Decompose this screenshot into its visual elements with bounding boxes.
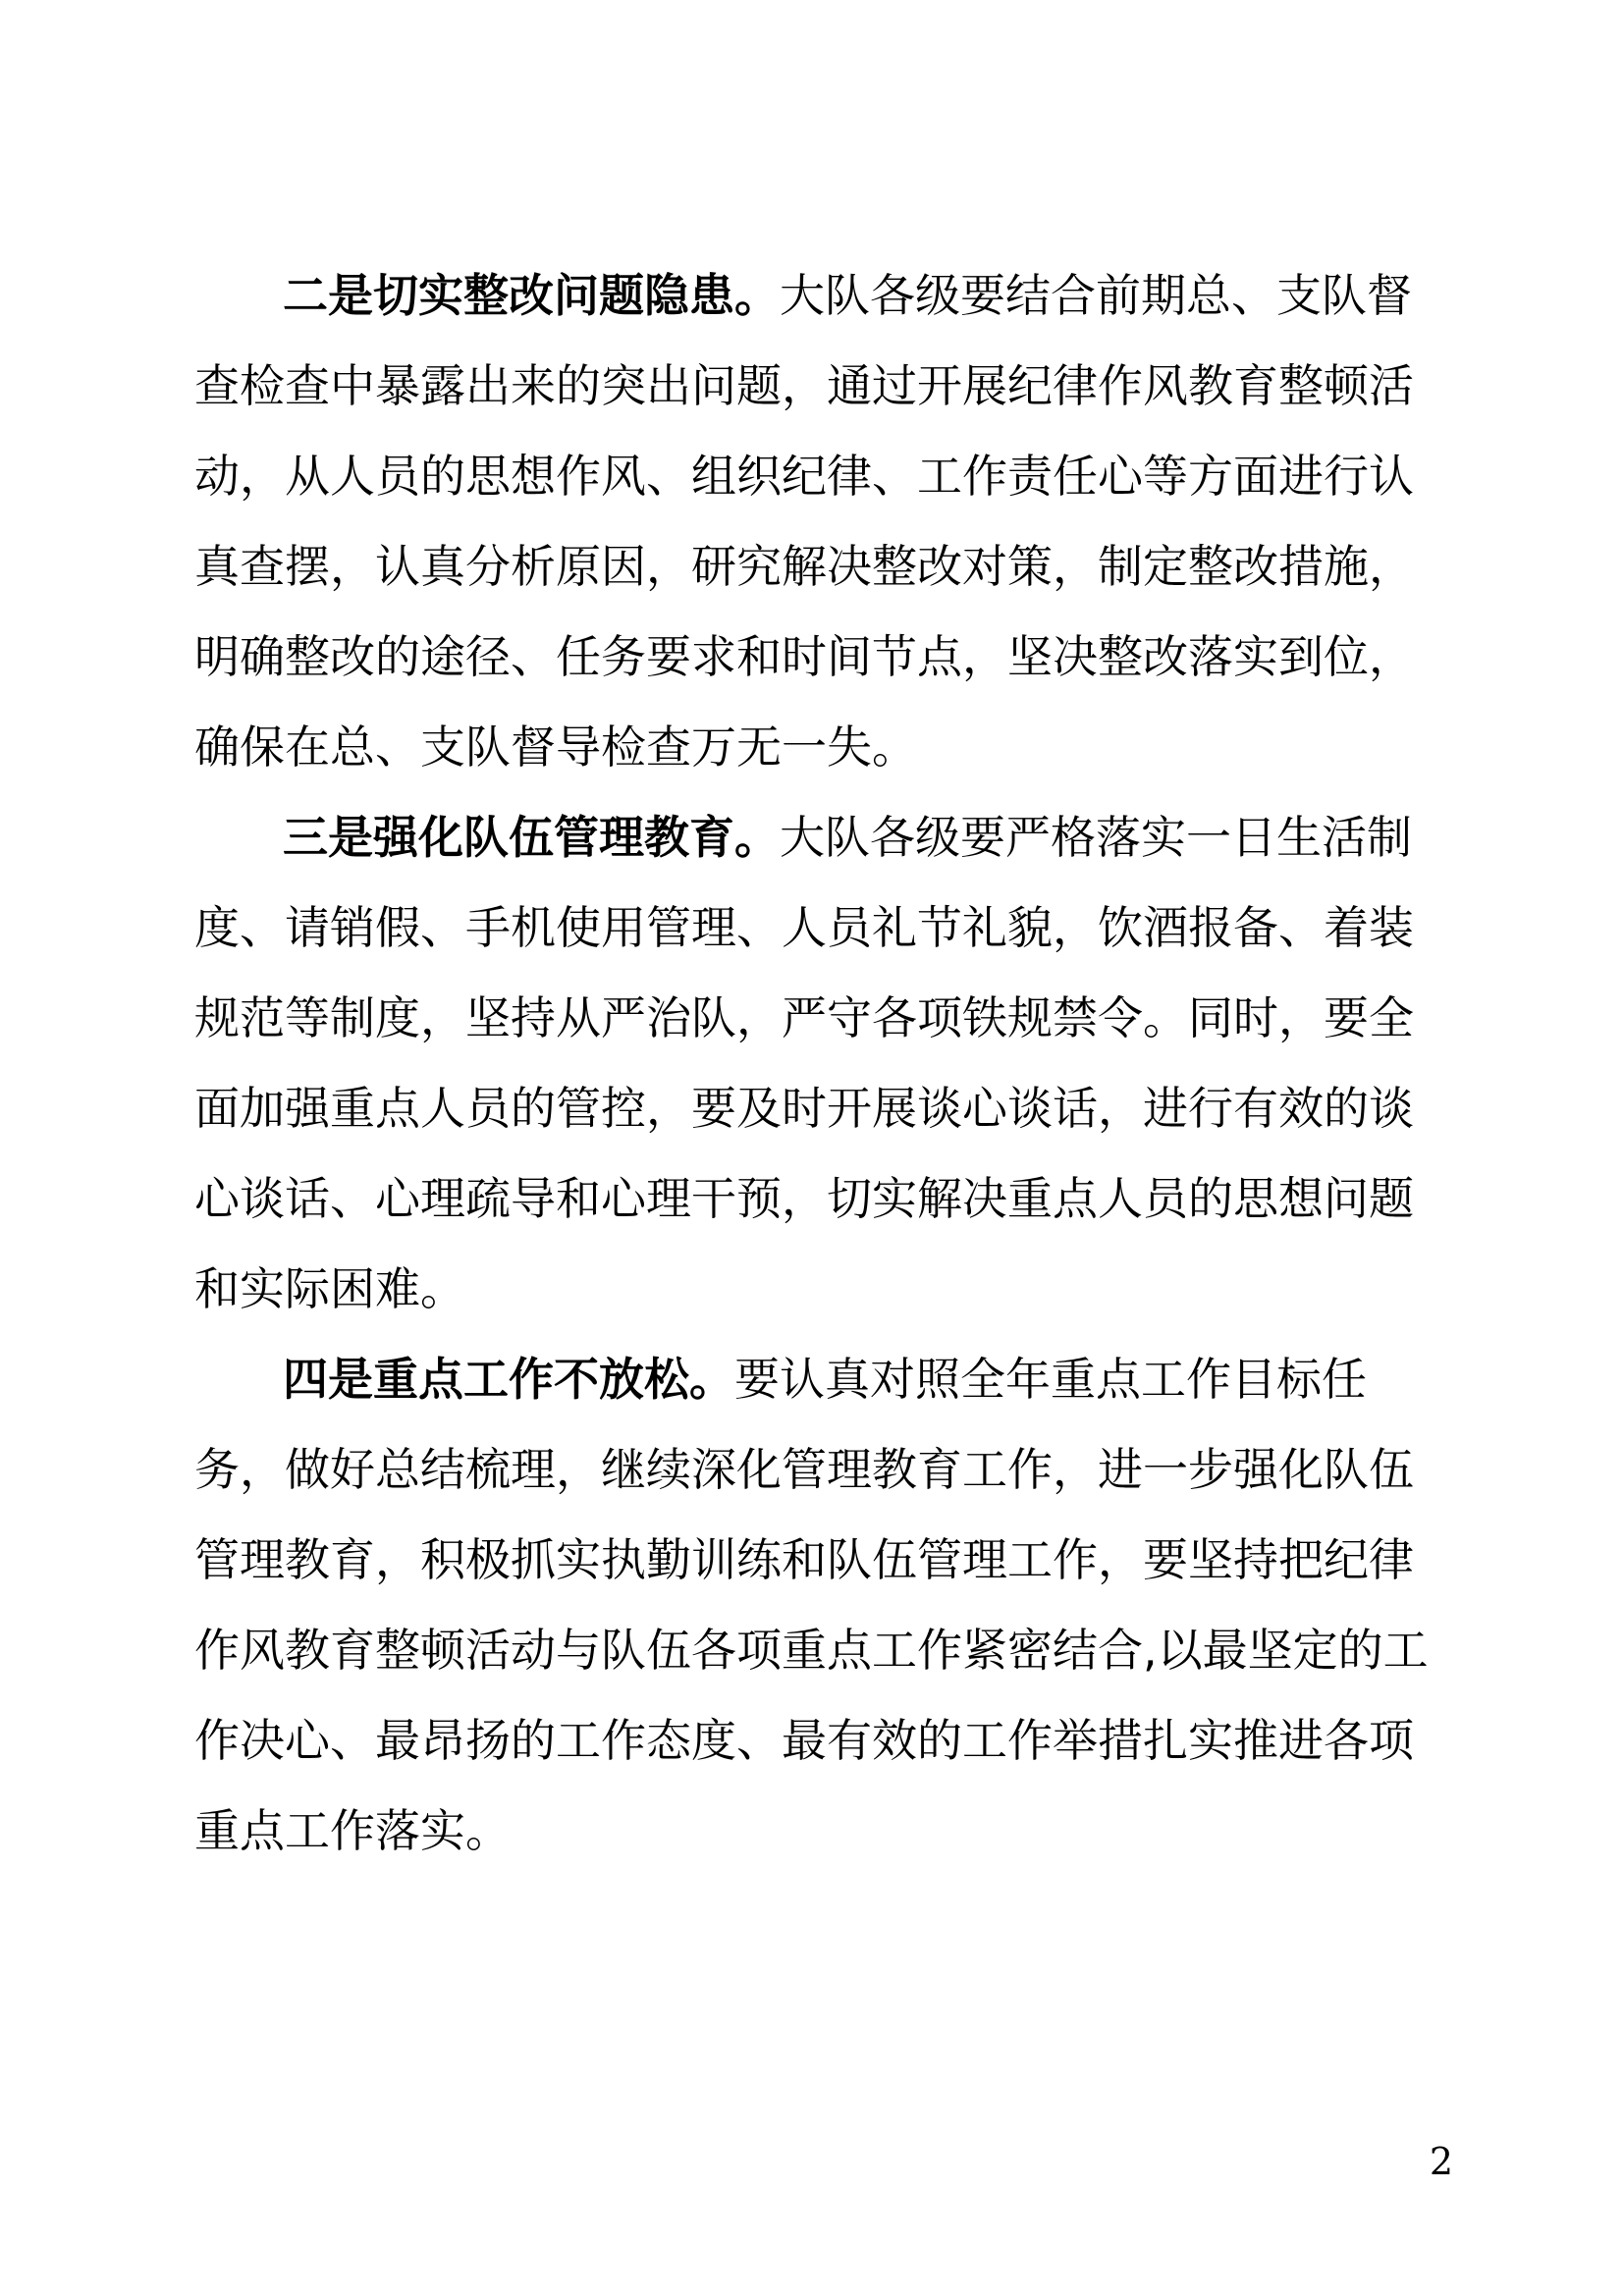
- paragraph-lead: 三是强化队伍管理教育。: [283, 811, 780, 864]
- page-number: 2: [1429, 2140, 1453, 2183]
- paragraph-key-work: [194, 1334, 1446, 1876]
- document-body: [194, 250, 1446, 1876]
- paragraph-text: 大队各级要严格落实一日生活制度、请销假、手机使用管理、人员礼节礼貌，饮酒报备、着装规范等制度，坚持从严治队，严守各项铁规禁令。同时，要全面加强重点人员的管控，要及时开展谈心谈话，进行有效的谈心谈话、心理疏导和心理干预，切实解决重点人员的思想问题和实际困难。: [194, 811, 1414, 1315]
- paragraph-text: 大队各级要结合前期总、支队督查检查中暴露出来的突出问题，通过开展纪律作风教育整顿活动，从人员的思想作风、组织纪律、工作责任心等方面进行认真查摆，认真分析原因，研究解决整改对策，制定整改措施，明确整改的途径、任务要求和时间节点，坚决整改落实到位，确保在总、支队督导检查万无一失。: [194, 269, 1414, 774]
- paragraph-lead: 四是重点工作不放松。: [283, 1353, 734, 1406]
- paragraph-lead: 二是切实整改问题隐患。: [283, 269, 780, 322]
- paragraph-text: 要认真对照全年重点工作目标任务，做好总结梳理，继续深化管理教育工作，进一步强化队伍管理教育，积极抓实执勤训练和队伍管理工作，要坚持把纪律作风教育整顿活动与队伍各项重点工作紧密结合,以最坚定的工作决心、最昂扬的工作态度、最有效的工作举措扎实推进各项重点工作落实。: [194, 1353, 1429, 1857]
- paragraph-team-management: [194, 792, 1446, 1334]
- paragraph-rectification: [194, 250, 1446, 792]
